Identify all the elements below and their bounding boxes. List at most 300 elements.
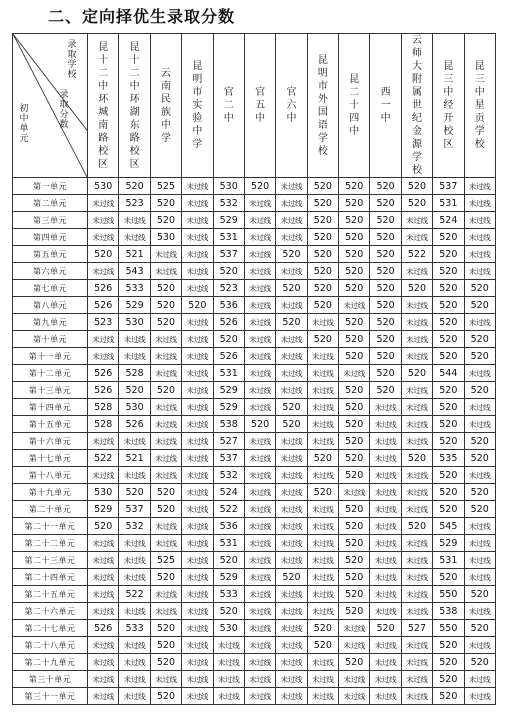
- score-cell: 520: [339, 399, 370, 416]
- score-cell: 未过线: [307, 586, 338, 603]
- score-cell: 未过线: [401, 229, 432, 246]
- score-cell: 未过线: [88, 212, 119, 229]
- score-cell: 523: [88, 314, 119, 331]
- score-cell: 未过线: [244, 518, 275, 535]
- score-cell: 520: [307, 178, 338, 195]
- score-cell: 520: [401, 365, 432, 382]
- score-cell: 未过线: [307, 348, 338, 365]
- table-row: [13, 365, 496, 382]
- score-cell: 未过线: [370, 501, 401, 518]
- school-header-cell: [370, 34, 401, 178]
- score-cell: 520: [464, 280, 495, 297]
- unit-name-cell: 第一单元: [13, 178, 88, 195]
- score-cell: 520: [433, 229, 464, 246]
- score-cell: 526: [88, 280, 119, 297]
- school-name: 西一中: [380, 87, 391, 124]
- unit-name-cell: 第十四单元: [13, 399, 88, 416]
- score-cell: 未过线: [244, 535, 275, 552]
- school-header-cell: [401, 34, 432, 178]
- score-cell: 未过线: [307, 314, 338, 331]
- table-row: [13, 246, 496, 263]
- score-cell: 未过线: [276, 297, 307, 314]
- score-cell: 未过线: [464, 365, 495, 382]
- table-row: [13, 195, 496, 212]
- score-cell: 520: [307, 246, 338, 263]
- score-cell: 520: [370, 195, 401, 212]
- score-cell: 未过线: [401, 433, 432, 450]
- unit-name-cell: 第十一单元: [13, 348, 88, 365]
- score-cell: 未过线: [401, 382, 432, 399]
- score-cell: 未过线: [119, 212, 150, 229]
- score-cell: 未过线: [244, 263, 275, 280]
- score-cell: 520: [307, 212, 338, 229]
- unit-name-cell: 第五单元: [13, 246, 88, 263]
- score-cell: 未过线: [401, 348, 432, 365]
- score-cell: 未过线: [276, 263, 307, 280]
- score-cell: 未过线: [401, 637, 432, 654]
- score-cell: 未过线: [150, 518, 181, 535]
- score-cell: 未过线: [182, 671, 213, 688]
- score-cell: 未过线: [464, 688, 495, 705]
- score-cell: 未过线: [182, 433, 213, 450]
- score-cell: 未过线: [464, 467, 495, 484]
- score-cell: 未过线: [182, 416, 213, 433]
- score-cell: 未过线: [150, 603, 181, 620]
- score-cell: 524: [433, 212, 464, 229]
- admission-score-table: [12, 33, 496, 705]
- score-cell: 535: [433, 450, 464, 467]
- score-cell: 520: [433, 246, 464, 263]
- score-cell: 未过线: [276, 195, 307, 212]
- score-cell: 未过线: [244, 382, 275, 399]
- unit-name-cell: 第二十五单元: [13, 586, 88, 603]
- score-cell: 未过线: [276, 637, 307, 654]
- score-cell: 520: [464, 484, 495, 501]
- table-row: [13, 348, 496, 365]
- score-cell: 520: [119, 382, 150, 399]
- score-cell: 520: [339, 416, 370, 433]
- unit-name-cell: 第十七单元: [13, 450, 88, 467]
- score-cell: 520: [150, 212, 181, 229]
- score-cell: 520: [433, 433, 464, 450]
- score-cell: 未过线: [307, 603, 338, 620]
- score-cell: 520: [464, 331, 495, 348]
- unit-name-cell: 第二十八单元: [13, 637, 88, 654]
- score-cell: 未过线: [276, 586, 307, 603]
- unit-name-cell: 第九单元: [13, 314, 88, 331]
- score-cell: 未过线: [276, 603, 307, 620]
- score-cell: 526: [213, 348, 244, 365]
- score-cell: 未过线: [276, 365, 307, 382]
- school-name: 云师大附属世纪金源学校: [411, 35, 422, 176]
- score-cell: 520: [433, 297, 464, 314]
- school-name: 官五中: [255, 87, 266, 124]
- unit-name-cell: 第二十二单元: [13, 535, 88, 552]
- score-cell: 520: [339, 654, 370, 671]
- score-cell: 532: [119, 518, 150, 535]
- score-cell: 520: [339, 569, 370, 586]
- score-cell: 520: [244, 178, 275, 195]
- score-cell: 521: [119, 246, 150, 263]
- score-cell: 520: [433, 314, 464, 331]
- score-cell: 531: [433, 552, 464, 569]
- score-cell: 520: [339, 263, 370, 280]
- score-cell: 520: [370, 178, 401, 195]
- score-cell: 520: [276, 246, 307, 263]
- table-row: [13, 450, 496, 467]
- score-cell: 未过线: [307, 518, 338, 535]
- score-cell: 未过线: [119, 229, 150, 246]
- table-row: [13, 399, 496, 416]
- score-cell: 520: [307, 195, 338, 212]
- score-cell: 未过线: [182, 467, 213, 484]
- score-cell: 531: [213, 365, 244, 382]
- score-cell: 未过线: [464, 518, 495, 535]
- score-cell: 530: [213, 178, 244, 195]
- score-cell: 520: [433, 467, 464, 484]
- score-cell: 521: [119, 450, 150, 467]
- score-cell: 未过线: [182, 195, 213, 212]
- score-cell: 未过线: [276, 671, 307, 688]
- school-header-cell: [182, 34, 213, 178]
- table-row: [13, 229, 496, 246]
- unit-name-cell: 第二十九单元: [13, 654, 88, 671]
- score-cell: 未过线: [182, 263, 213, 280]
- unit-name-cell: 第十九单元: [13, 484, 88, 501]
- score-cell: 未过线: [244, 450, 275, 467]
- school-header-cell: [339, 34, 370, 178]
- score-cell: 520: [433, 637, 464, 654]
- score-cell: 未过线: [244, 501, 275, 518]
- table-row: [13, 518, 496, 535]
- school-header-cell: [88, 34, 119, 178]
- score-cell: 未过线: [244, 569, 275, 586]
- score-cell: 未过线: [370, 433, 401, 450]
- unit-name-cell: 第八单元: [13, 297, 88, 314]
- score-cell: 未过线: [401, 671, 432, 688]
- score-cell: 未过线: [88, 229, 119, 246]
- score-cell: 536: [213, 518, 244, 535]
- score-cell: 520: [150, 501, 181, 518]
- score-cell: 未过线: [182, 382, 213, 399]
- score-cell: 未过线: [370, 688, 401, 705]
- school-name: 昆二十四中: [349, 74, 360, 137]
- score-cell: 520: [339, 212, 370, 229]
- score-cell: 未过线: [339, 484, 370, 501]
- score-cell: 520: [370, 212, 401, 229]
- score-cell: 520: [150, 569, 181, 586]
- score-cell: 未过线: [370, 518, 401, 535]
- score-cell: 520: [213, 552, 244, 569]
- score-cell: 未过线: [464, 671, 495, 688]
- score-cell: 530: [88, 484, 119, 501]
- score-cell: 未过线: [401, 535, 432, 552]
- score-cell: 520: [150, 484, 181, 501]
- score-cell: 未过线: [182, 586, 213, 603]
- score-cell: 未过线: [370, 569, 401, 586]
- score-cell: 538: [433, 603, 464, 620]
- score-cell: 526: [213, 314, 244, 331]
- score-cell: 未过线: [244, 433, 275, 450]
- score-cell: 520: [464, 348, 495, 365]
- score-cell: 未过线: [307, 552, 338, 569]
- score-cell: 未过线: [276, 501, 307, 518]
- score-cell: 未过线: [370, 603, 401, 620]
- score-cell: 533: [119, 280, 150, 297]
- score-cell: 未过线: [307, 569, 338, 586]
- score-cell: 未过线: [182, 603, 213, 620]
- school-header-cell: [244, 34, 275, 178]
- unit-name-cell: 第二十三单元: [13, 552, 88, 569]
- score-cell: 未过线: [150, 331, 181, 348]
- score-cell: 未过线: [401, 586, 432, 603]
- score-cell: 520: [307, 331, 338, 348]
- score-cell: 未过线: [213, 654, 244, 671]
- score-cell: 526: [88, 382, 119, 399]
- score-cell: 520: [370, 348, 401, 365]
- score-cell: 未过线: [276, 229, 307, 246]
- score-cell: 525: [150, 178, 181, 195]
- score-cell: 未过线: [464, 246, 495, 263]
- score-cell: 520: [339, 246, 370, 263]
- score-cell: 未过线: [150, 433, 181, 450]
- score-cell: 520: [401, 518, 432, 535]
- unit-name-cell: 第二十一单元: [13, 518, 88, 535]
- score-cell: 544: [433, 365, 464, 382]
- unit-name-cell: 第四单元: [13, 229, 88, 246]
- score-cell: 未过线: [370, 416, 401, 433]
- score-cell: 未过线: [401, 416, 432, 433]
- score-cell: 未过线: [182, 450, 213, 467]
- score-cell: 520: [370, 620, 401, 637]
- score-cell: 520: [464, 297, 495, 314]
- score-cell: 未过线: [370, 484, 401, 501]
- score-cell: 未过线: [244, 671, 275, 688]
- score-cell: 未过线: [307, 688, 338, 705]
- score-cell: 未过线: [244, 365, 275, 382]
- score-cell: 520: [464, 450, 495, 467]
- score-cell: 522: [213, 501, 244, 518]
- score-cell: 550: [433, 586, 464, 603]
- score-cell: 未过线: [401, 467, 432, 484]
- score-cell: 520: [433, 331, 464, 348]
- score-cell: 520: [276, 569, 307, 586]
- score-cell: 529: [213, 569, 244, 586]
- score-cell: 未过线: [370, 467, 401, 484]
- score-cell: 520: [339, 195, 370, 212]
- school-header-cell: [213, 34, 244, 178]
- score-cell: 520: [119, 178, 150, 195]
- score-cell: 未过线: [244, 314, 275, 331]
- score-cell: 545: [433, 518, 464, 535]
- score-cell: 未过线: [464, 212, 495, 229]
- school-header-cell: [276, 34, 307, 178]
- score-cell: 未过线: [307, 654, 338, 671]
- score-cell: 未过线: [401, 263, 432, 280]
- score-cell: 未过线: [276, 450, 307, 467]
- score-cell: 520: [370, 229, 401, 246]
- score-cell: 未过线: [339, 620, 370, 637]
- score-cell: 未过线: [464, 535, 495, 552]
- score-cell: 526: [88, 297, 119, 314]
- score-cell: 未过线: [150, 535, 181, 552]
- score-cell: 未过线: [307, 382, 338, 399]
- score-cell: 未过线: [464, 637, 495, 654]
- score-cell: 未过线: [182, 365, 213, 382]
- score-cell: 531: [213, 229, 244, 246]
- school-name: 官二中: [223, 87, 234, 124]
- score-cell: 520: [433, 501, 464, 518]
- score-cell: 520: [433, 671, 464, 688]
- score-cell: 未过线: [244, 586, 275, 603]
- unit-name-cell: 第七单元: [13, 280, 88, 297]
- school-name: 昆十二中环湖东路校区: [129, 41, 140, 170]
- score-cell: 未过线: [401, 603, 432, 620]
- score-cell: 未过线: [182, 399, 213, 416]
- score-cell: 520: [370, 297, 401, 314]
- score-cell: 529: [119, 297, 150, 314]
- school-name: 昆明市实验中学: [192, 61, 203, 150]
- unit-name-cell: 第三单元: [13, 212, 88, 229]
- score-cell: 未过线: [464, 399, 495, 416]
- school-name: 昆明市外国语学校: [317, 54, 328, 157]
- score-cell: 520: [276, 280, 307, 297]
- table-row: [13, 178, 496, 195]
- table-row: [13, 297, 496, 314]
- score-cell: 520: [339, 450, 370, 467]
- score-cell: 未过线: [182, 348, 213, 365]
- school-name: 昆三中经开校区: [443, 61, 454, 150]
- score-cell: 528: [119, 365, 150, 382]
- score-cell: 未过线: [244, 484, 275, 501]
- score-cell: 530: [119, 399, 150, 416]
- score-cell: 未过线: [276, 212, 307, 229]
- score-cell: 未过线: [276, 331, 307, 348]
- score-cell: 未过线: [401, 569, 432, 586]
- score-cell: 未过线: [88, 654, 119, 671]
- score-cell: 未过线: [464, 603, 495, 620]
- score-cell: 未过线: [401, 399, 432, 416]
- score-cell: 520: [276, 416, 307, 433]
- score-cell: 528: [88, 416, 119, 433]
- score-cell: 520: [339, 467, 370, 484]
- score-cell: 未过线: [244, 331, 275, 348]
- school-name: 昆三中星贡学校: [474, 61, 485, 150]
- score-cell: 526: [88, 365, 119, 382]
- unit-name-cell: 第三十一单元: [13, 688, 88, 705]
- score-cell: 未过线: [244, 348, 275, 365]
- corner-label-school: 录取学校: [67, 40, 77, 80]
- table-row: [13, 212, 496, 229]
- score-cell: 未过线: [150, 365, 181, 382]
- score-cell: 530: [119, 314, 150, 331]
- score-cell: 未过线: [150, 416, 181, 433]
- score-cell: 520: [213, 263, 244, 280]
- table-body: [13, 178, 496, 705]
- unit-name-cell: 第二十四单元: [13, 569, 88, 586]
- school-name: 昆十二中环城南路校区: [98, 41, 109, 170]
- score-cell: 520: [213, 603, 244, 620]
- unit-name-cell: 第十五单元: [13, 416, 88, 433]
- score-cell: 537: [433, 178, 464, 195]
- score-cell: 未过线: [339, 297, 370, 314]
- score-cell: 未过线: [244, 246, 275, 263]
- score-cell: 未过线: [464, 229, 495, 246]
- score-cell: 520: [370, 246, 401, 263]
- score-cell: 520: [370, 263, 401, 280]
- score-cell: 520: [339, 586, 370, 603]
- score-cell: 522: [88, 450, 119, 467]
- score-cell: 530: [213, 620, 244, 637]
- score-cell: 537: [213, 450, 244, 467]
- score-cell: 520: [307, 297, 338, 314]
- score-cell: 520: [339, 229, 370, 246]
- table-row: [13, 501, 496, 518]
- score-cell: 未过线: [88, 331, 119, 348]
- table-row: [13, 280, 496, 297]
- score-cell: 520: [339, 433, 370, 450]
- table-row: [13, 484, 496, 501]
- score-cell: 520: [150, 314, 181, 331]
- score-cell: 未过线: [276, 535, 307, 552]
- score-cell: 未过线: [370, 671, 401, 688]
- score-cell: 520: [307, 620, 338, 637]
- score-cell: 520: [150, 688, 181, 705]
- corner-label-unit: 初中单元: [19, 104, 29, 144]
- score-cell: 未过线: [213, 688, 244, 705]
- score-cell: 520: [307, 450, 338, 467]
- score-cell: 未过线: [244, 399, 275, 416]
- score-cell: 520: [433, 348, 464, 365]
- score-cell: 未过线: [339, 671, 370, 688]
- score-cell: 未过线: [401, 654, 432, 671]
- score-cell: 未过线: [244, 654, 275, 671]
- score-cell: 未过线: [370, 637, 401, 654]
- score-cell: 520: [464, 501, 495, 518]
- score-cell: 未过线: [401, 314, 432, 331]
- score-cell: 529: [433, 535, 464, 552]
- score-cell: 520: [150, 280, 181, 297]
- score-cell: 未过线: [401, 331, 432, 348]
- score-cell: 未过线: [119, 331, 150, 348]
- school-header-cell: [464, 34, 495, 178]
- unit-name-cell: 第十三单元: [13, 382, 88, 399]
- score-cell: 529: [213, 382, 244, 399]
- score-cell: 520: [433, 688, 464, 705]
- score-cell: 525: [150, 552, 181, 569]
- score-cell: 520: [464, 654, 495, 671]
- score-cell: 520: [401, 450, 432, 467]
- score-cell: 未过线: [307, 501, 338, 518]
- score-cell: 520: [150, 195, 181, 212]
- score-cell: 520: [433, 569, 464, 586]
- score-cell: 未过线: [307, 467, 338, 484]
- score-cell: 未过线: [276, 518, 307, 535]
- section-title: 二、定向择优生录取分数: [48, 7, 236, 26]
- table-row: [13, 535, 496, 552]
- score-cell: 未过线: [370, 654, 401, 671]
- score-cell: 520: [370, 314, 401, 331]
- score-cell: 520: [88, 246, 119, 263]
- school-header-cell: [119, 34, 150, 178]
- score-cell: 520: [244, 416, 275, 433]
- score-cell: 未过线: [119, 654, 150, 671]
- score-cell: 未过线: [119, 637, 150, 654]
- score-cell: 未过线: [88, 603, 119, 620]
- score-cell: 未过线: [182, 331, 213, 348]
- score-cell: 524: [213, 484, 244, 501]
- score-cell: 未过线: [401, 484, 432, 501]
